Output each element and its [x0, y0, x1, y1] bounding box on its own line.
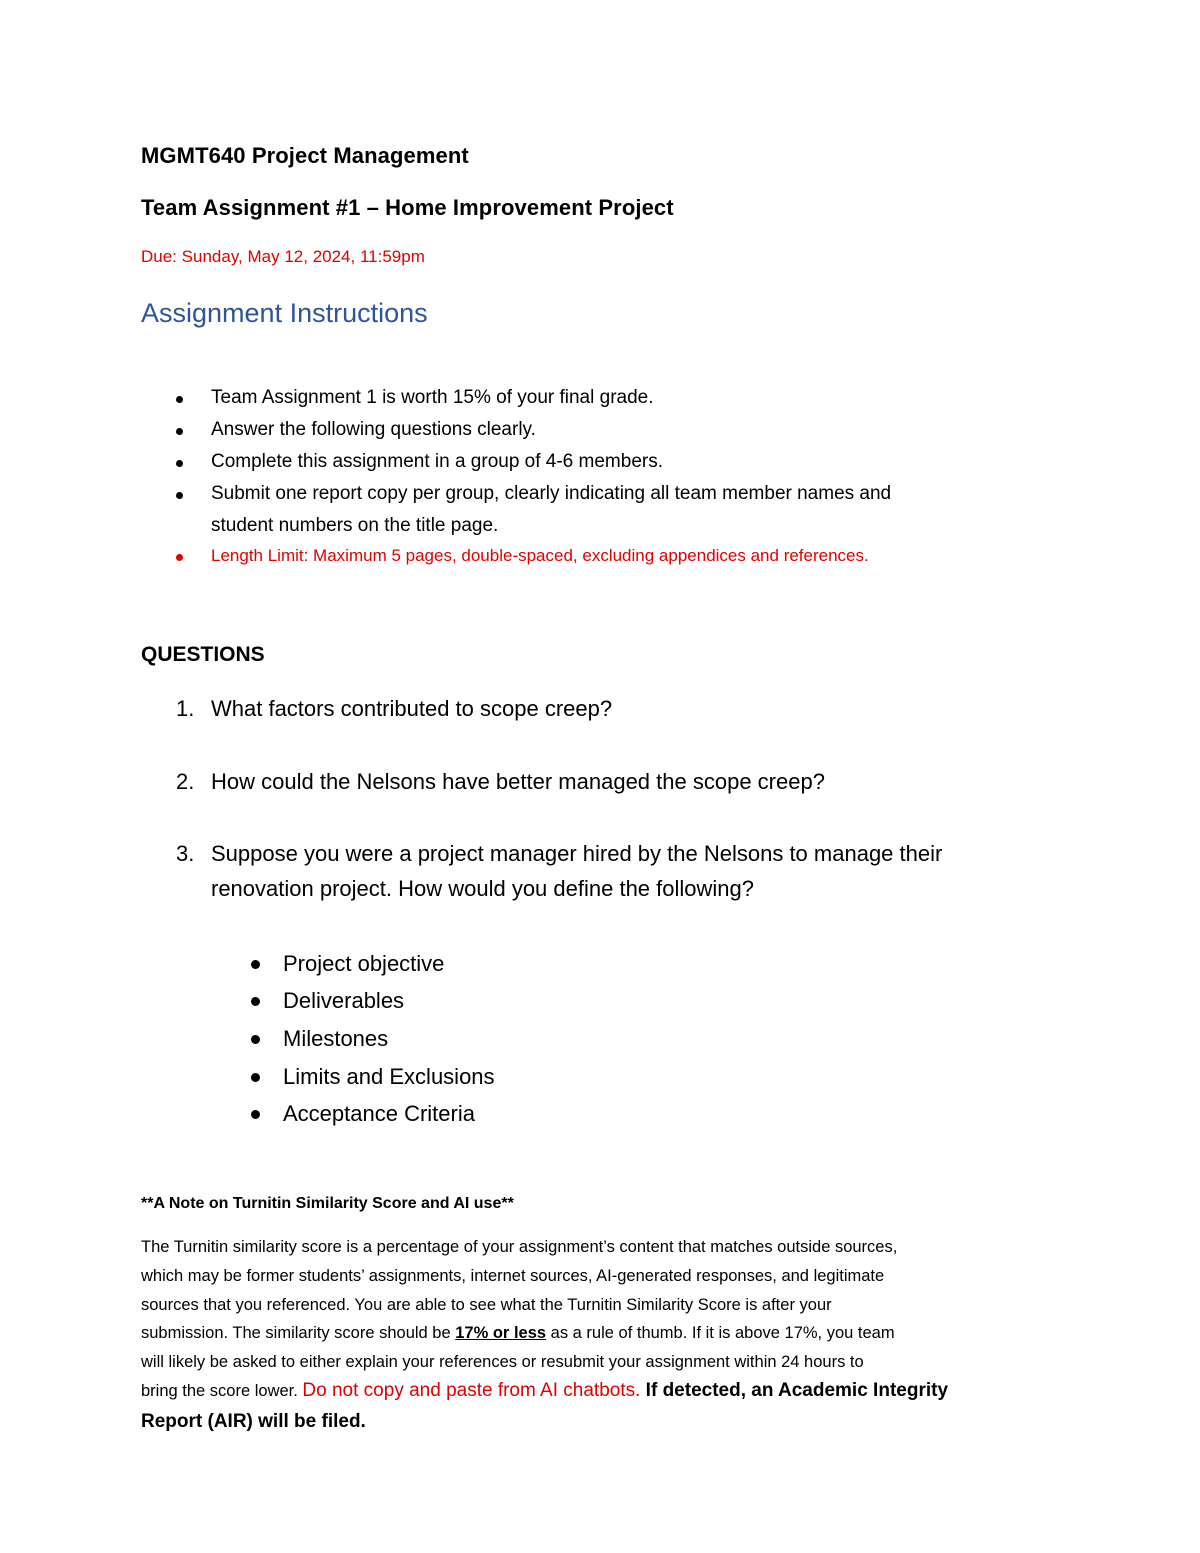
note-line: [141, 1324, 895, 1343]
note-line: will likely be asked to either explain your references or resubmit your assignment within 24 hours to: [141, 1353, 864, 1371]
note-text: submission. The similarity score should be: [141, 1324, 456, 1342]
due-date-line: [141, 247, 425, 267]
course-title: MGMT640 Project Management: [141, 143, 469, 168]
bullet-icon: [251, 960, 260, 969]
question-text: What factors contributed to scope creep?: [211, 696, 613, 721]
definition-item: Milestones: [283, 1026, 389, 1051]
note-heading: **A Note on Turnitin Similarity Score and AI use**: [141, 1195, 514, 1212]
question-text-continued: renovation project. How would you define the following?: [211, 876, 754, 901]
questions-heading: QUESTIONS: [141, 643, 265, 666]
definition-item: Limits and Exclusions: [283, 1064, 495, 1089]
bullet-icon: [251, 1073, 260, 1082]
note-line: Report (AIR) will be filed.: [141, 1411, 366, 1432]
definition-item: Deliverables: [283, 988, 405, 1013]
instruction-item: Answer the following questions clearly.: [211, 419, 536, 440]
ai-warning: Do not copy and paste from AI chatbots.: [302, 1380, 641, 1401]
bullet-icon: [251, 1110, 260, 1119]
question-text: How could the Nelsons have better managed the scope creep?: [211, 769, 825, 794]
note-text: as a rule of thumb. If it is above 17%, you team: [546, 1324, 895, 1342]
instructions-heading: Assignment Instructions: [141, 298, 428, 328]
instruction-item: Complete this assignment in a group of 4-6 members.: [211, 451, 663, 472]
instruction-item: Submit one report copy per group, clearly indicating all team member names and: [211, 483, 892, 504]
note-text: bring the score lower.: [141, 1382, 303, 1400]
bullet-icon: [176, 428, 183, 435]
note-line: [141, 1380, 948, 1402]
bullet-icon: [176, 554, 183, 561]
question-text: Suppose you were a project manager hired by the Nelsons to manage their: [211, 841, 943, 866]
note-line: sources that you referenced. You are able to see what the Turnitin Similarity Score is after your: [141, 1296, 832, 1314]
bullet-icon: [251, 1035, 260, 1044]
bullet-icon: [176, 492, 183, 499]
bullet-icon: [176, 460, 183, 467]
question-number: 2.: [176, 769, 195, 794]
length-limit: Length Limit: Maximum 5 pages, double-spaced, excluding appendices and references.: [211, 546, 869, 565]
question-number: 3.: [176, 841, 195, 866]
instruction-item: Team Assignment 1 is worth 15% of your final grade.: [211, 387, 654, 408]
definition-item: Project objective: [283, 951, 445, 976]
due-date: Sunday, May 12, 2024, 11:59pm: [181, 247, 425, 266]
instruction-item-continued: student numbers on the title page.: [211, 515, 499, 536]
air-warning: If detected, an Academic Integrity: [640, 1380, 949, 1401]
question-number: 1.: [176, 696, 195, 721]
assignment-title: Team Assignment #1 – Home Improvement Project: [141, 195, 674, 220]
bullet-icon: [251, 997, 260, 1006]
definition-item: Acceptance Criteria: [283, 1101, 475, 1126]
bullet-icon: [176, 396, 183, 403]
due-label: Due:: [141, 247, 177, 266]
threshold-emphasis: 17% or less: [455, 1324, 547, 1342]
note-line: which may be former students’ assignments, internet sources, AI-generated responses, and legitimate: [141, 1267, 885, 1285]
note-line: The Turnitin similarity score is a percentage of your assignment’s content that matches outside sources,: [141, 1238, 898, 1256]
